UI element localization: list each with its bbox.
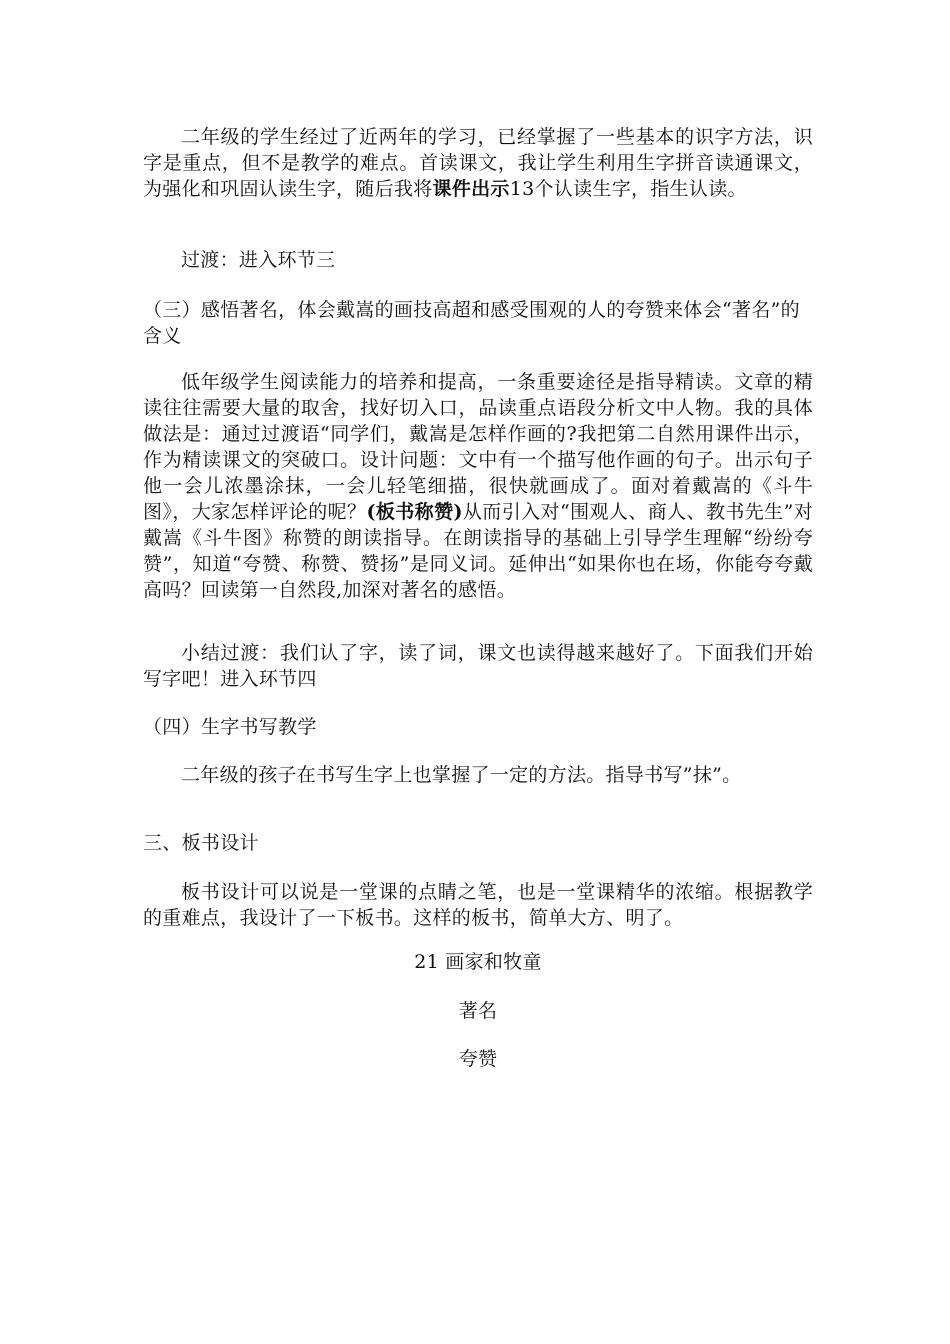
paragraph-text: 从而引入对“围观人、商人、教书先生”对戴嵩《斗牛图》称赞的朗读指导。在朗读指导的基础上引导学生理解“纷纷夸赞”，知道“夸赞、称赞、赞扬”是同义词。延伸出“如果你也在场，你能夸夸戴高吗？回读第一自然段,加深对著名的感悟。 [143,501,814,601]
transition-three: 过渡：进入环节三 [181,249,336,271]
section-heading-four: （四）生字书写教学 [143,716,317,738]
paragraph-text: 低年级学生阅读能力的培养和提高，一条重要途径是指导精读。文章的精读往往需要大量的取舍，找好切入口，品读重点语段分析文中人物。我的具体做法是：通过过渡语“同学们，戴嵩是怎样作画的?我把第二自然用课件出示，作为精读课文的突破口。设计问题：文中有一个描写他作画的句子。出示句子他一会儿浓墨涂抹，一会儿轻笔细描，很快就画成了。面对着戴嵩的《斗牛图》，大家怎样评论的呢？ [143,371,813,523]
board-title: 21 画家和牧童 [414,951,542,973]
section-heading-board: 三、板书设计 [143,832,259,854]
paragraph-text: 13个认读生字，指生认读。 [509,178,747,200]
paragraph-literacy [143,124,813,202]
paragraph-text: 二年级的学生经过了近两年的学习，已经掌握了一些基本的识字方法，识字是重点，但不是教学的难点。首读课文，我让学生利用生字拼音读通课文，为强化和巩固认读生字，随后我将 [143,126,813,200]
bold-phrase-board: (板书称赞) [366,501,463,523]
paragraph-reading [143,369,813,603]
board-line-praise: 夸赞 [458,1048,498,1070]
bold-phrase-courseware: 课件出示 [432,178,510,200]
board-line-famous: 著名 [458,1000,498,1022]
section-heading-three: （三）感悟著名，体会戴嵩的画技高超和感受围观的人的夸赞来体会“著名”的含义 [143,299,800,347]
transition-four: 小结过渡：我们认了字，读了词，课文也读得越来越好了。下面我们开始写字吧！进入环节四 [143,642,813,690]
paragraph-board: 板书设计可以说是一堂课的点睛之笔，也是一堂课精华的浓缩。根据教学的重难点，我设计了一下板书。这样的板书，简单大方、明了。 [143,881,813,929]
paragraph-writing: 二年级的孩子在书写生字上也掌握了一定的方法。指导书写”抹”。 [181,764,742,786]
